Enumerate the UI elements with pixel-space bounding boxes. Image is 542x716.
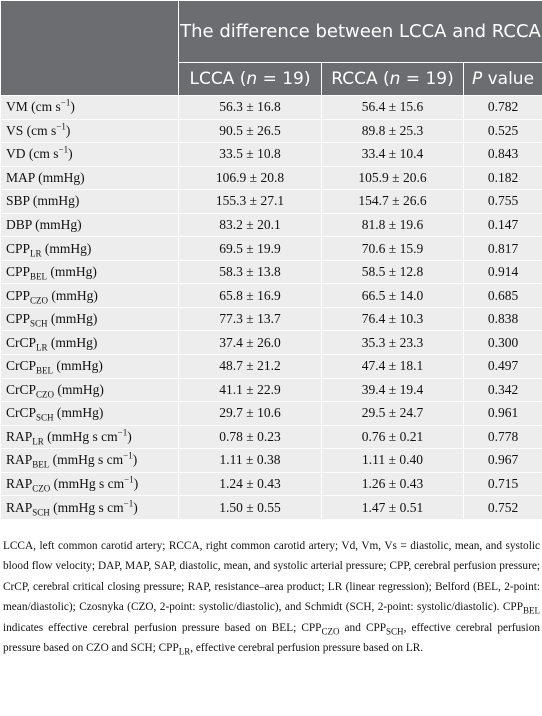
table-row: [1, 496, 542, 520]
table-row: [1, 213, 542, 237]
p-value-cell: 0.182: [464, 166, 542, 190]
lcca-value-cell: 29.7 ± 10.6: [179, 402, 322, 426]
lcca-value-cell: 77.3 ± 13.7: [179, 307, 322, 331]
lcca-value-cell: 0.78 ± 0.23: [179, 425, 322, 449]
lcca-value-cell: 65.8 ± 16.9: [179, 284, 322, 308]
table-footnote: LCCA, left common carotid artery; RCCA, right common carotid artery; Vd, Vm, Vs = diastolic, mean, and systolic blood flow velocity; DAP, MAP, SAP, diastolic, mean, and systolic arterial pressure; CPP, cerebral perfusion pressure; CrCP, cerebral critical closing pressure; RAP, resistance–area product; LR (linear regression); Belford (BEL, 2-point: mean/diastolic); Czosnyka (CZO, 2-point: systolic/diastolic), and Schmidt (SCH, 2-point: systolic/diastolic). $CPP_{BEL}$ indicates effective cerebral perfusion pressure based on BEL; $CPP_{CZO}$ and $CPP_{SCH}$, effective cerebral perfusion pressure based on CZO and SCH; $CPP_{LR}$, effective cerebral perfusion pressure based on LR.: [3, 540, 540, 657]
p-value-cell: 0.685: [464, 284, 542, 308]
rcca-value-cell: 66.5 ± 14.0: [322, 284, 464, 308]
table-row: [1, 190, 542, 214]
table-row: [1, 449, 542, 473]
table-row: [1, 119, 542, 143]
header-corner-cell: [1, 1, 179, 96]
table-row: [1, 378, 542, 402]
table-row: [1, 355, 542, 379]
table-header-row-top: [1, 1, 542, 63]
row-label: VM (cm $s^{-1}$): [1, 96, 179, 120]
table-row: [1, 402, 542, 426]
rcca-value-cell: 76.4 ± 10.3: [322, 307, 464, 331]
p-value-cell: 0.843: [464, 143, 542, 167]
rcca-value-cell: 0.76 ± 0.21: [322, 425, 464, 449]
p-value-cell: 0.715: [464, 472, 542, 496]
row-label: $CPP_{LR}$ (mmHg): [1, 237, 179, 261]
p-value-cell: 0.147: [464, 213, 542, 237]
group-header: The difference between LCCA and RCCA: [179, 1, 542, 63]
p-value-cell: 0.342: [464, 378, 542, 402]
table-row: [1, 284, 542, 308]
rcca-value-cell: 105.9 ± 20.6: [322, 166, 464, 190]
lcca-value-cell: 83.2 ± 20.1: [179, 213, 322, 237]
lcca-value-cell: 106.9 ± 20.8: [179, 166, 322, 190]
lcca-value-cell: 56.3 ± 16.8: [179, 96, 322, 120]
lcca-value-cell: 1.11 ± 0.38: [179, 449, 322, 473]
p-value-cell: 0.838: [464, 307, 542, 331]
table-row: [1, 166, 542, 190]
rcca-value-cell: 1.11 ± 0.40: [322, 449, 464, 473]
rcca-value-cell: 1.26 ± 0.43: [322, 472, 464, 496]
column-header-rcca: RCCA (n = 19): [322, 63, 464, 96]
p-value-cell: 0.914: [464, 260, 542, 284]
rcca-value-cell: 81.8 ± 19.6: [322, 213, 464, 237]
row-label: $CPP_{SCH}$ (mmHg): [1, 307, 179, 331]
lcca-value-cell: 33.5 ± 10.8: [179, 143, 322, 167]
row-label: $RAP_{BEL}$ (mmHg s $cm^{-1}$): [1, 449, 179, 473]
table-row: [1, 260, 542, 284]
rcca-value-cell: 154.7 ± 26.6: [322, 190, 464, 214]
row-label: $CPP_{CZO}$ (mmHg): [1, 284, 179, 308]
table-row: [1, 307, 542, 331]
row-label: CrCP$_{CZO}$ (mmHg): [1, 378, 179, 402]
row-label: CrCP$_{SCH}$ (mmHg): [1, 402, 179, 426]
row-label: VS (cm $s^{-1}$): [1, 119, 179, 143]
p-value-cell: 0.755: [464, 190, 542, 214]
table-row: [1, 237, 542, 261]
p-value-cell: 0.961: [464, 402, 542, 426]
rcca-value-cell: 58.5 ± 12.8: [322, 260, 464, 284]
table-row: [1, 331, 542, 355]
table-row: [1, 143, 542, 167]
lcca-value-cell: 1.50 ± 0.55: [179, 496, 322, 520]
rcca-value-cell: 1.47 ± 0.51: [322, 496, 464, 520]
p-value-cell: 0.300: [464, 331, 542, 355]
p-value-cell: 0.497: [464, 355, 542, 379]
p-value-cell: 0.525: [464, 119, 542, 143]
rcca-value-cell: 89.8 ± 25.3: [322, 119, 464, 143]
row-label: $RAP_{CZO}$ (mmHg s $cm^{-1}$): [1, 472, 179, 496]
lcca-value-cell: 69.5 ± 19.9: [179, 237, 322, 261]
row-label: DBP (mmHg): [1, 213, 179, 237]
row-label: VD (cm $s^{-1}$): [1, 143, 179, 167]
column-header-lcca: LCCA (n = 19): [179, 63, 322, 96]
rcca-value-cell: 56.4 ± 15.6: [322, 96, 464, 120]
table-row: [1, 472, 542, 496]
rcca-value-cell: 29.5 ± 24.7: [322, 402, 464, 426]
row-label: CrCP$_{LR}$ (mmHg): [1, 331, 179, 355]
rcca-value-cell: 33.4 ± 10.4: [322, 143, 464, 167]
column-header-p-value: P value: [464, 63, 542, 96]
rcca-value-cell: 47.4 ± 18.1: [322, 355, 464, 379]
row-label: SBP (mmHg): [1, 190, 179, 214]
table-row: [1, 425, 542, 449]
row-label: $RAP_{LR}$ (mmHg s $cm^{-1}$): [1, 425, 179, 449]
row-label: CrCP$_{BEL}$ (mmHg): [1, 355, 179, 379]
lcca-value-cell: 48.7 ± 21.2: [179, 355, 322, 379]
row-label: $CPP_{BEL}$ (mmHg): [1, 260, 179, 284]
p-value-cell: 0.778: [464, 425, 542, 449]
rcca-value-cell: 35.3 ± 23.3: [322, 331, 464, 355]
row-label: MAP (mmHg): [1, 166, 179, 190]
p-value-cell: 0.782: [464, 96, 542, 120]
table-row: [1, 96, 542, 120]
lcca-value-cell: 155.3 ± 27.1: [179, 190, 322, 214]
p-value-cell: 0.817: [464, 237, 542, 261]
lcca-value-cell: 58.3 ± 13.8: [179, 260, 322, 284]
p-value-cell: 0.967: [464, 449, 542, 473]
lcca-value-cell: 90.5 ± 26.5: [179, 119, 322, 143]
rcca-value-cell: 70.6 ± 15.9: [322, 237, 464, 261]
lcca-value-cell: 37.4 ± 26.0: [179, 331, 322, 355]
lcca-value-cell: 41.1 ± 22.9: [179, 378, 322, 402]
rcca-value-cell: 39.4 ± 19.4: [322, 378, 464, 402]
row-label: $RAP_{SCH}$ (mmHg s $cm^{-1}$): [1, 496, 179, 520]
p-value-cell: 0.752: [464, 496, 542, 520]
lcca-value-cell: 1.24 ± 0.43: [179, 472, 322, 496]
